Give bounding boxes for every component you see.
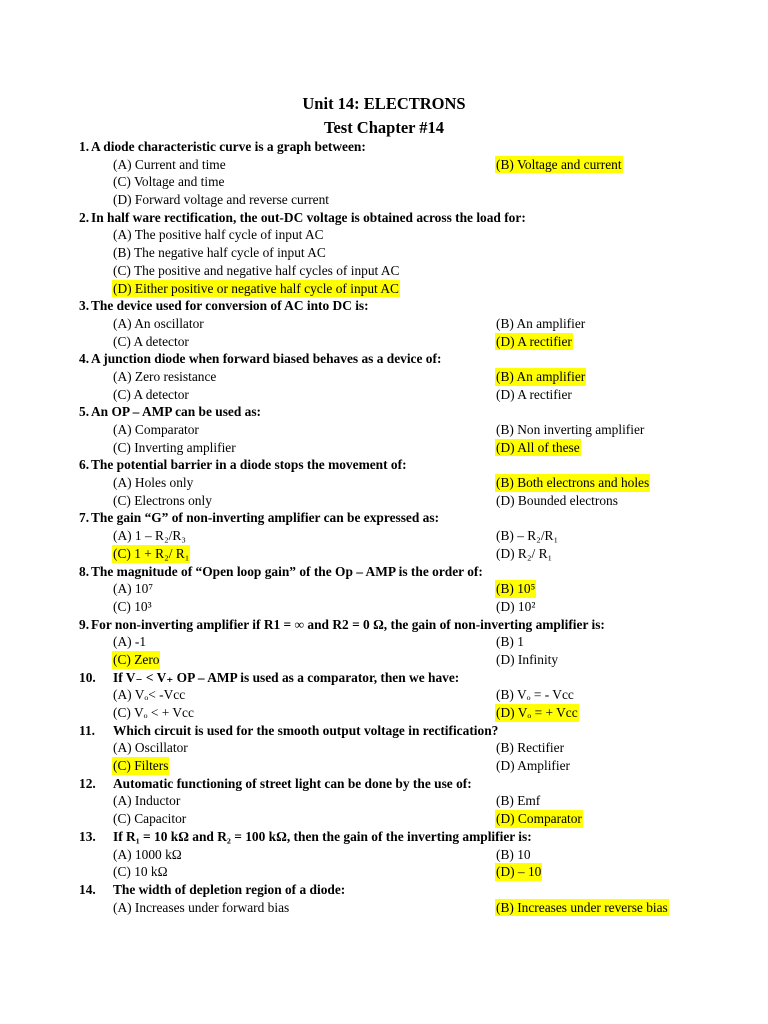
option-row	[0, 757, 768, 775]
answer-option: (A) Current and time	[113, 156, 226, 172]
answer-option: (A) The positive half cycle of input AC	[113, 227, 324, 243]
option-row	[0, 173, 768, 191]
answer-option: (C) Vₒ < + Vcc	[113, 705, 194, 720]
question-number: 4.	[79, 351, 90, 367]
option-row	[0, 421, 768, 439]
question-number: 8.	[79, 563, 90, 579]
question-item	[0, 775, 768, 828]
answer-option: (A) 10⁷	[113, 581, 153, 597]
answer-option-highlighted: (B) An amplifier	[496, 368, 586, 384]
answer-option: (D) Amplifier	[496, 758, 571, 774]
answer-option: (C) A detector	[113, 333, 189, 349]
answer-option-highlighted: (C) Filters	[113, 758, 169, 774]
question-line	[0, 775, 768, 793]
question-item	[0, 669, 768, 722]
question-number: 12.	[79, 775, 96, 791]
answer-option: (C) Inverting amplifier	[113, 439, 236, 455]
question-line	[0, 138, 768, 156]
option-row	[0, 704, 768, 722]
answer-option-highlighted: (D) A rectifier	[496, 333, 572, 349]
question-text: A diode characteristic curve is a graph between:	[91, 139, 366, 154]
answer-option: (C) A detector	[113, 386, 189, 402]
option-row	[0, 386, 768, 404]
question-number: 14.	[79, 881, 96, 897]
answer-option: (D) A rectifier	[496, 386, 572, 402]
answer-option: (B) 10	[496, 846, 531, 862]
answer-option: (C) Voltage and time	[113, 174, 225, 190]
question-line	[0, 563, 768, 581]
option-row	[0, 863, 768, 881]
answer-option-highlighted: (B) Voltage and current	[496, 156, 622, 172]
option-row	[0, 368, 768, 386]
question-text: The width of depletion region of a diode:	[113, 881, 346, 897]
question-item	[0, 828, 768, 881]
answer-option: (A) Holes only	[113, 475, 194, 491]
answer-option: (A) Vₒ< -Vcc	[113, 687, 186, 703]
option-row	[0, 792, 768, 810]
answer-option: (B) Emf	[496, 793, 541, 809]
option-row	[0, 686, 768, 704]
question-number: 11.	[79, 722, 95, 738]
question-item	[0, 350, 768, 403]
question-item	[0, 509, 768, 562]
question-number: 5.	[79, 404, 90, 420]
answer-option: (D) Bounded electrons	[496, 492, 618, 508]
document-title: Unit 14: ELECTRONS	[302, 94, 466, 113]
question-text: An OP – AMP can be used as:	[91, 404, 262, 420]
answer-option: (B) – R₂/R₁	[496, 528, 559, 544]
question-number: 10.	[79, 669, 96, 685]
answer-option: (B) An amplifier	[496, 315, 586, 331]
question-text: In half ware rectification, the out-DC voltage is obtained across the load for:	[91, 209, 526, 225]
answer-option: (B) 1	[496, 634, 524, 650]
question-text: The device used for conversion of AC into DC is:	[91, 298, 369, 314]
answer-option-highlighted: (D) Comparator	[496, 811, 582, 827]
question-item	[0, 616, 768, 669]
answer-option: (A) 1000 kΩ	[113, 846, 182, 862]
answer-option-highlighted: (C) 1 + R₂/ R₁	[113, 545, 190, 561]
answer-option: (C) The positive and negative half cycles of input AC	[113, 262, 400, 278]
answer-option: (D) 10²	[496, 598, 536, 614]
option-row	[0, 315, 768, 333]
option-row	[0, 739, 768, 757]
answer-option: (A) 1 – R₂/R₃	[113, 528, 186, 544]
answer-option-highlighted: (D) – 10	[496, 864, 542, 880]
option-row	[0, 598, 768, 616]
question-number: 9.	[79, 616, 90, 632]
option-row	[0, 545, 768, 563]
question-item	[0, 138, 768, 209]
question-text: A junction diode when forward biased behaves as a device of:	[91, 351, 442, 367]
option-row	[0, 280, 768, 298]
answer-option: (D) Forward voltage and reverse current	[113, 192, 330, 208]
question-line	[0, 209, 768, 227]
question-item	[0, 456, 768, 509]
option-row	[0, 899, 768, 917]
option-row	[0, 633, 768, 651]
question-item	[0, 881, 768, 916]
question-number: 13.	[79, 828, 96, 844]
option-row	[0, 244, 768, 262]
option-row	[0, 226, 768, 244]
answer-option: (D) Infinity	[496, 651, 559, 667]
question-item	[0, 722, 768, 775]
question-line	[0, 509, 768, 527]
question-number: 1.	[79, 139, 90, 154]
option-row	[0, 262, 768, 280]
answer-option: (A) Increases under forward bias	[113, 899, 290, 915]
answer-option: (A) -1	[113, 634, 147, 650]
option-row	[0, 333, 768, 351]
answer-option: (D) R₂/ R₁	[496, 545, 553, 561]
option-row	[0, 527, 768, 545]
answer-option: (B) Rectifier	[496, 740, 565, 756]
question-number: 6.	[79, 457, 90, 473]
question-item	[0, 403, 768, 456]
question-item	[0, 209, 768, 297]
answer-option: (A) An oscillator	[113, 315, 204, 331]
answer-option: (B) The negative half cycle of input AC	[113, 245, 326, 261]
question-text: If V₋ < V₊ OP – AMP is used as a comparator, then we have:	[113, 669, 460, 685]
answer-option: (A) Zero resistance	[113, 368, 217, 384]
question-line	[0, 881, 768, 899]
question-line	[0, 828, 768, 846]
answer-option: (C) 10³	[113, 598, 152, 614]
option-row	[0, 191, 768, 209]
answer-option: (C) Electrons only	[113, 492, 212, 508]
question-text: Automatic functioning of street light can be done by the use of:	[113, 775, 472, 791]
question-line	[0, 403, 768, 421]
option-row	[0, 580, 768, 598]
answer-option-highlighted: (C) Zero	[113, 651, 160, 667]
question-text: The potential barrier in a diode stops the movement of:	[91, 457, 407, 473]
option-row	[0, 651, 768, 669]
question-line	[0, 669, 768, 687]
question-item	[0, 563, 768, 616]
question-number: 7.	[79, 510, 90, 526]
answer-option: (C) Capacitor	[113, 811, 187, 827]
answer-option: (A) Comparator	[113, 422, 199, 437]
option-row	[0, 474, 768, 492]
question-line	[0, 616, 768, 634]
answer-option-highlighted: (B) Both electrons and holes	[496, 475, 650, 491]
option-row	[0, 810, 768, 828]
answer-option: (B) Non inverting amplifier	[496, 422, 645, 437]
answer-option-highlighted: (D) All of these	[496, 439, 580, 455]
answer-option-highlighted: (B) Increases under reverse bias	[496, 899, 668, 915]
question-number: 2.	[79, 209, 90, 225]
question-item	[0, 297, 768, 350]
answer-option: (A) Oscillator	[113, 740, 188, 756]
option-row	[0, 846, 768, 864]
answer-option: (B) Vₒ = - Vcc	[496, 687, 574, 703]
question-text: The magnitude of “Open loop gain” of the Op – AMP is the order of:	[91, 563, 483, 579]
option-row	[0, 156, 768, 174]
question-text: The gain “G” of non-inverting amplifier can be expressed as:	[91, 510, 440, 526]
answer-option-highlighted: (D) Either positive or negative half cycle of input AC	[113, 280, 399, 296]
answer-option-highlighted: (B) 10⁵	[496, 581, 536, 597]
question-line	[0, 297, 768, 315]
document-subtitle: Test Chapter #14	[323, 118, 445, 137]
answer-option-highlighted: (D) Vₒ = + Vcc	[496, 705, 578, 720]
option-row	[0, 492, 768, 510]
question-line	[0, 456, 768, 474]
option-row	[0, 439, 768, 457]
question-line	[0, 350, 768, 368]
answer-option: (C) 10 kΩ	[113, 864, 168, 880]
question-line	[0, 722, 768, 740]
question-text: If R₁ = 10 kΩ and R₂ = 100 kΩ, then the gain of the inverting amplifier is:	[113, 828, 532, 844]
answer-option: (A) Inductor	[113, 793, 181, 809]
question-text: For non-inverting amplifier if R1 = ∞ and R2 = 0 Ω, the gain of non-inverting amplifier is:	[91, 616, 605, 632]
question-list	[0, 138, 768, 916]
question-number: 3.	[79, 298, 90, 314]
question-text: Which circuit is used for the smooth output voltage in rectification?	[113, 722, 499, 738]
